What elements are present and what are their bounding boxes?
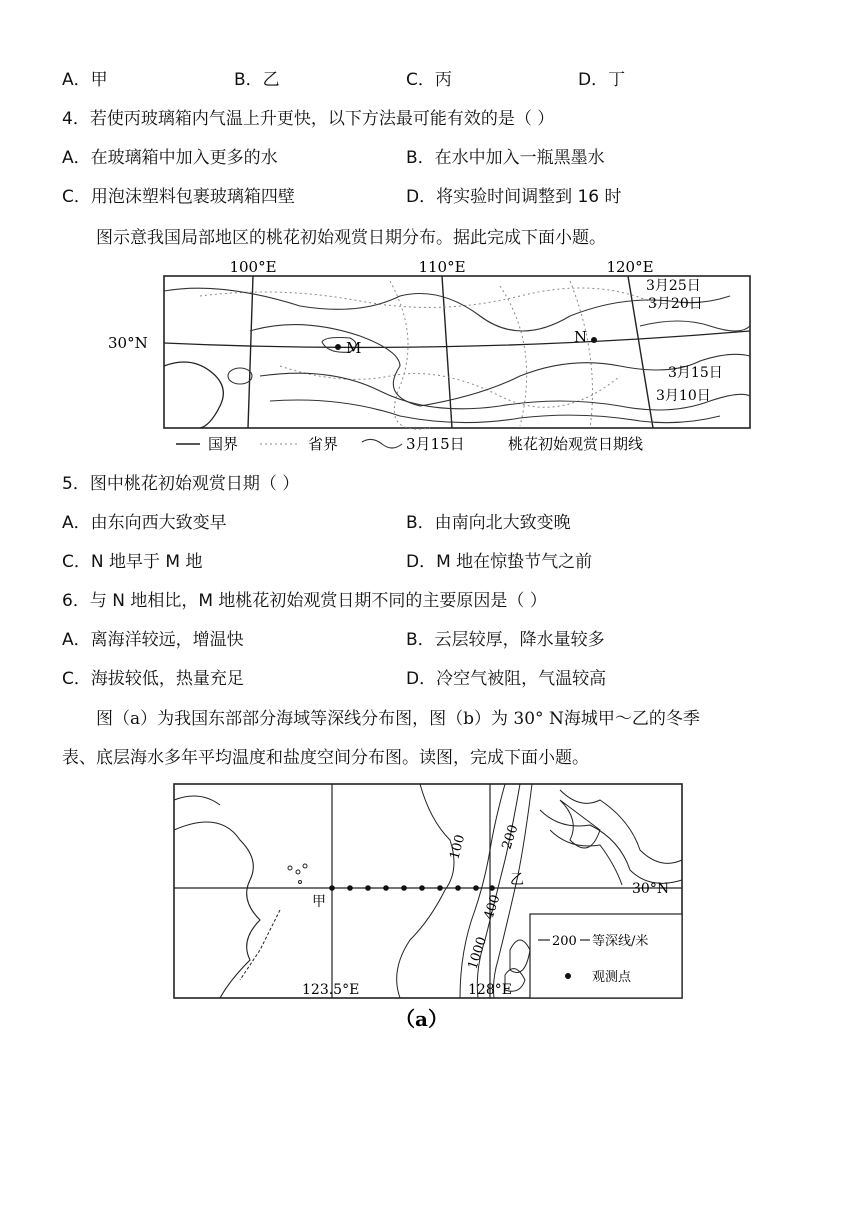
peach-blossom-map	[100, 256, 760, 456]
q6-option-a: A．离海洋较远，增温快	[62, 630, 244, 650]
date-label-0325: 3月25日	[646, 278, 701, 294]
lon-label-110: 110°E	[418, 258, 466, 276]
q4-option-c: C．用泡沫塑料包裹玻璃箱四壁	[62, 187, 295, 207]
q6-option-d: D．冷空气被阻，气温较高	[406, 669, 607, 689]
q4-option-b: B．在水中加入一瓶黑墨水	[406, 148, 605, 168]
depth-label-100: 100	[447, 833, 469, 862]
q5-option-b: B．由南向北大致变晚	[406, 513, 571, 533]
point-m-marker	[335, 344, 341, 350]
q3-option-d: D．丁	[578, 70, 626, 90]
q5-option-d: D．M 地在惊蛰节气之前	[406, 552, 593, 572]
intro-sea-line2: 表、底层海水多年平均温度和盐度空间分布图。读图，完成下面小题。	[62, 748, 589, 768]
q5-stem: 5．图中桃花初始观赏日期（ ）	[62, 474, 300, 494]
q5-option-c: C．N 地早于 M 地	[62, 552, 203, 572]
legend-province-label: 省界	[308, 435, 339, 453]
q3-option-b: B．乙	[234, 70, 280, 90]
q4-option-d: D．将实验时间调整到 16 时	[406, 187, 622, 207]
intro-peach-blossom: 图示意我国局部地区的桃花初始观赏日期分布。据此完成下面小题。	[96, 228, 606, 248]
q3-option-c: C．丙	[406, 70, 452, 90]
q3-option-a: A．甲	[62, 70, 108, 90]
map2-lon-label-1235: 123.5°E	[302, 982, 360, 998]
q4-stem: 4．若使丙玻璃箱内气温上升更快，以下方法最可能有效的是（ ）	[62, 109, 555, 129]
q6-option-b: B．云层较厚，降水量较多	[406, 630, 605, 650]
q6-option-c: C．海拔较低，热量充足	[62, 669, 244, 689]
lon-label-120: 120°E	[606, 258, 654, 276]
point-yi-label: 乙	[510, 872, 524, 888]
point-n-label: N	[574, 328, 588, 346]
q6-stem: 6．与 N 地相比，M 地桃花初始观赏日期不同的主要原因是（ ）	[62, 591, 547, 611]
depth-label-1000: 1000	[465, 935, 491, 972]
map2-caption: （a）	[395, 1007, 448, 1031]
intro-sea-line1: 图（a）为我国东部部分海域等深线分布图，图（b）为 30° N海城甲～乙的冬季	[96, 709, 700, 729]
point-m-label: M	[346, 339, 362, 357]
map2-lon-label-128: 128°E	[468, 982, 512, 998]
depth-label-400: 400	[481, 892, 504, 922]
q5-option-a: A．由东向西大致变早	[62, 513, 227, 533]
sea-depth-map	[160, 780, 700, 1035]
legend-point-label: 观测点	[592, 970, 632, 985]
legend-depth-desc: 等深线/米	[592, 934, 649, 949]
date-label-0315: 3月15日	[668, 365, 723, 381]
date-label-0310: 3月10日	[656, 388, 711, 404]
legend-isoline-desc: 桃花初始观赏日期线	[508, 435, 644, 453]
point-jia-label: 甲	[312, 894, 326, 910]
legend-isoline-value: 3月15日	[406, 435, 465, 453]
date-label-0320: 3月20日	[648, 296, 703, 312]
legend-depth-value: 200	[552, 934, 577, 949]
legend-border-label: 国界	[208, 435, 239, 453]
lat-label-30n: 30°N	[108, 334, 148, 352]
map2-lat-label: 30°N	[632, 881, 670, 897]
lon-label-100: 100°E	[229, 258, 277, 276]
q4-option-a: A．在玻璃箱中加入更多的水	[62, 148, 278, 168]
depth-label-200: 200	[499, 822, 522, 852]
point-n-marker	[591, 337, 597, 343]
